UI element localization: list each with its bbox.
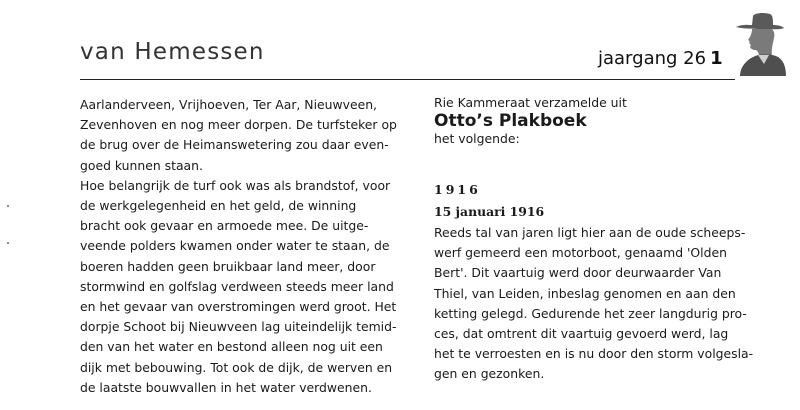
text-line: den van het water en bestond alleen nog uit een — [80, 339, 383, 355]
text-line: ces, dat omtrent dit vaartuig gevoerd werd, lag — [434, 326, 729, 342]
entry-text — [434, 223, 774, 385]
text-line: dijk met bebouwing. Tot ook de dijk, de werven en — [80, 359, 393, 375]
text-line: en het gevaar van overstromingen werd groot. Het — [80, 299, 397, 315]
text-line: Aarlanderveen, Vrijhoeven, Ter Aar, Nieuwveen, — [80, 97, 377, 112]
text-line: werf gemeerd een motorboot, genaamd 'Olden — [434, 245, 727, 261]
margin-mark — [7, 205, 9, 207]
masthead-title: van Hemessen — [80, 39, 265, 65]
issue-volume: jaargang 26 — [598, 48, 707, 69]
text-line: de werkgelegenheid en het geld, de winning — [80, 198, 357, 214]
section-year: 1916 — [434, 182, 481, 197]
text-line: het te verroesten en is nu door den storm volgesla- — [434, 346, 754, 362]
text-line: boeren hadden geen bruikbaar land meer, door — [80, 258, 376, 274]
text-line: stormwind en golfslag verdween steeds meer land — [80, 278, 394, 294]
text-line: Bert'. Dit vaartuig werd door deurwaarder Van — [434, 265, 722, 281]
text-line: de brug over de Heimanswetering zou daar even- — [80, 137, 389, 153]
intro-line: het volgende: — [434, 131, 520, 146]
text-line: ketting gelegd. Gedurende het zeer langdurig pro- — [434, 305, 747, 321]
issue-label — [598, 48, 723, 69]
text-line: Hoe belangrijk de turf ook was als brandstof, voor — [80, 177, 391, 193]
text-line: de laatste bouwvallen in het water verdwenen. — [80, 379, 372, 395]
text-line: goed kunnen staan. — [80, 157, 203, 173]
text-line: Zevenhoven en nog meer dorpen. De turfsteker op — [80, 117, 397, 133]
book-title: Otto’s Plakboek — [434, 111, 587, 131]
text-line: gen en gezonken. — [434, 366, 545, 382]
text-line: Reeds tal van jaren ligt hier aan de oude scheeps- — [434, 225, 746, 240]
issue-number: 1 — [710, 48, 723, 69]
text-line: dorpje Schoot bij Nieuwveen lag uiteindelijk temid- — [80, 319, 397, 335]
man-with-hat-silhouette-icon — [728, 10, 788, 76]
entry-date: 15 januari 1916 — [434, 204, 545, 219]
text-line: veende polders kwamen onder water te staan, de — [80, 238, 390, 254]
text-line: Thiel, van Leiden, inbeslag genomen en aan den — [434, 285, 736, 301]
right-column — [434, 95, 774, 385]
intro-line: Rie Kammeraat verzamelde uit — [434, 95, 627, 110]
text-line: bracht ook gevaar en armoede mee. De uitge- — [80, 218, 369, 234]
margin-mark — [7, 242, 9, 244]
header-rule — [80, 79, 735, 80]
left-column-text — [80, 95, 410, 398]
